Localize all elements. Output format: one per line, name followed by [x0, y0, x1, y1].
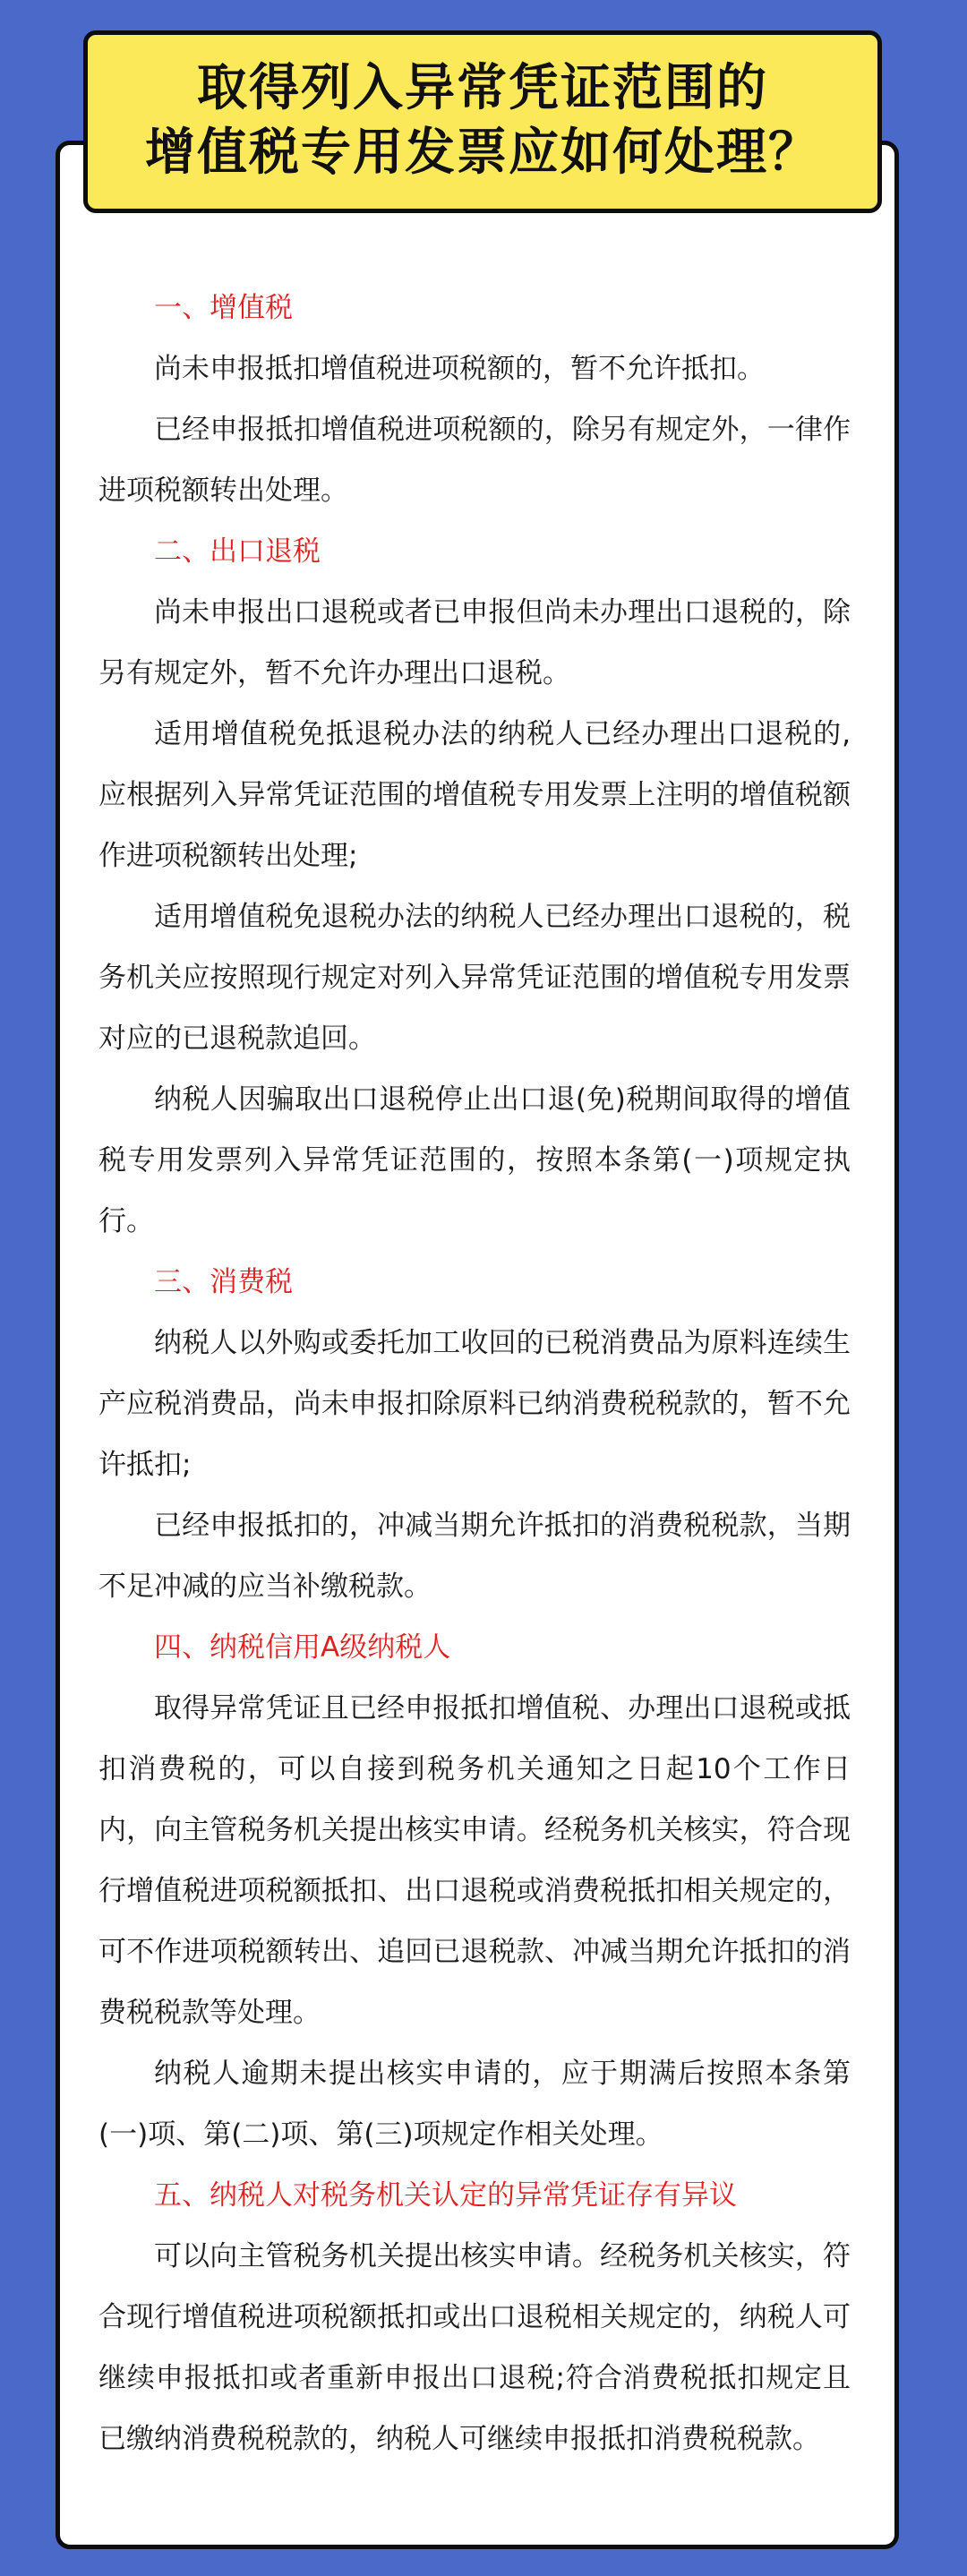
paragraph: 可以向主管税务机关提出核实申请。经税务机关核实，符合现行增值税进项税额抵扣或出口退税相关规定的，纳税人可继续申报抵扣或者重新申报出口退税;符合消费税抵扣规定且已缴纳消费税税款的，纳税人可继续申报抵扣消费税税款。 — [98, 2240, 851, 2455]
title-banner — [83, 30, 882, 213]
paragraph: 已经申报抵扣的，冲减当期允许抵扣的消费税税款，当期不足冲减的应当补缴税款。 — [98, 1510, 851, 1603]
article-body — [98, 278, 851, 2469]
title-line-1: 取得列入异常凭证范围的 — [197, 59, 768, 117]
section-heading: 二、出口退税 — [154, 535, 321, 568]
paragraph: 适用增值税免退税办法的纳税人已经办理出口退税的，税务机关应按照现行规定对列入异常凭证范围的增值税专用发票对应的已退税款追回。 — [98, 901, 851, 1055]
paragraph: 纳税人因骗取出口退税停止出口退(免)税期间取得的增值税专用发票列入异常凭证范围的，按照本条第(一)项规定执行。 — [98, 1083, 851, 1237]
paragraph: 已经申报抵扣增值税进项税额的，除另有规定外，一律作进项税额转出处理。 — [98, 414, 851, 507]
paragraph: 纳税人以外购或委托加工收回的已税消费品为原料连续生产应税消费品，尚未申报扣除原料已纳消费税税款的，暂不允许抵扣; — [98, 1327, 851, 1481]
paragraph: 适用增值税免抵退税办法的纳税人已经办理出口退税的,应根据列入异常凭证范围的增值税专用发票上注明的增值税额作进项税额转出处理; — [98, 718, 851, 872]
section-heading: 三、消费税 — [154, 1266, 293, 1298]
section-heading: 四、纳税信用A级纳税人 — [154, 1631, 451, 1664]
section-heading: 五、纳税人对税务机关认定的异常凭证存有异议 — [154, 2179, 737, 2212]
title-line-2: 增值税专用发票应如何处理？ — [145, 124, 820, 182]
section-heading: 一、增值税 — [154, 292, 293, 324]
paragraph: 纳税人逾期未提出核实申请的，应于期满后按照本条第(一)项、第(二)项、第(三)项规定作相关处理。 — [98, 2058, 851, 2151]
paragraph: 尚未申报出口退税或者已申报但尚未办理出口退税的，除另有规定外，暂不允许办理出口退税。 — [98, 596, 851, 689]
paragraph: 尚未申报抵扣增值税进项税额的，暂不允许抵扣。 — [154, 353, 765, 385]
paragraph: 取得异常凭证且已经申报抵扣增值税、办理出口退税或抵扣消费税的，可以自接到税务机关通知之日起10个工作日内，向主管税务机关提出核实申请。经税务机关核实，符合现行增值税进项税额抵扣、出口退税或消费税抵扣相关规定的，可不作进项税额转出、追回已退税款、冲减当期允许抵扣的消费税税款等处理。 — [98, 1692, 851, 2029]
